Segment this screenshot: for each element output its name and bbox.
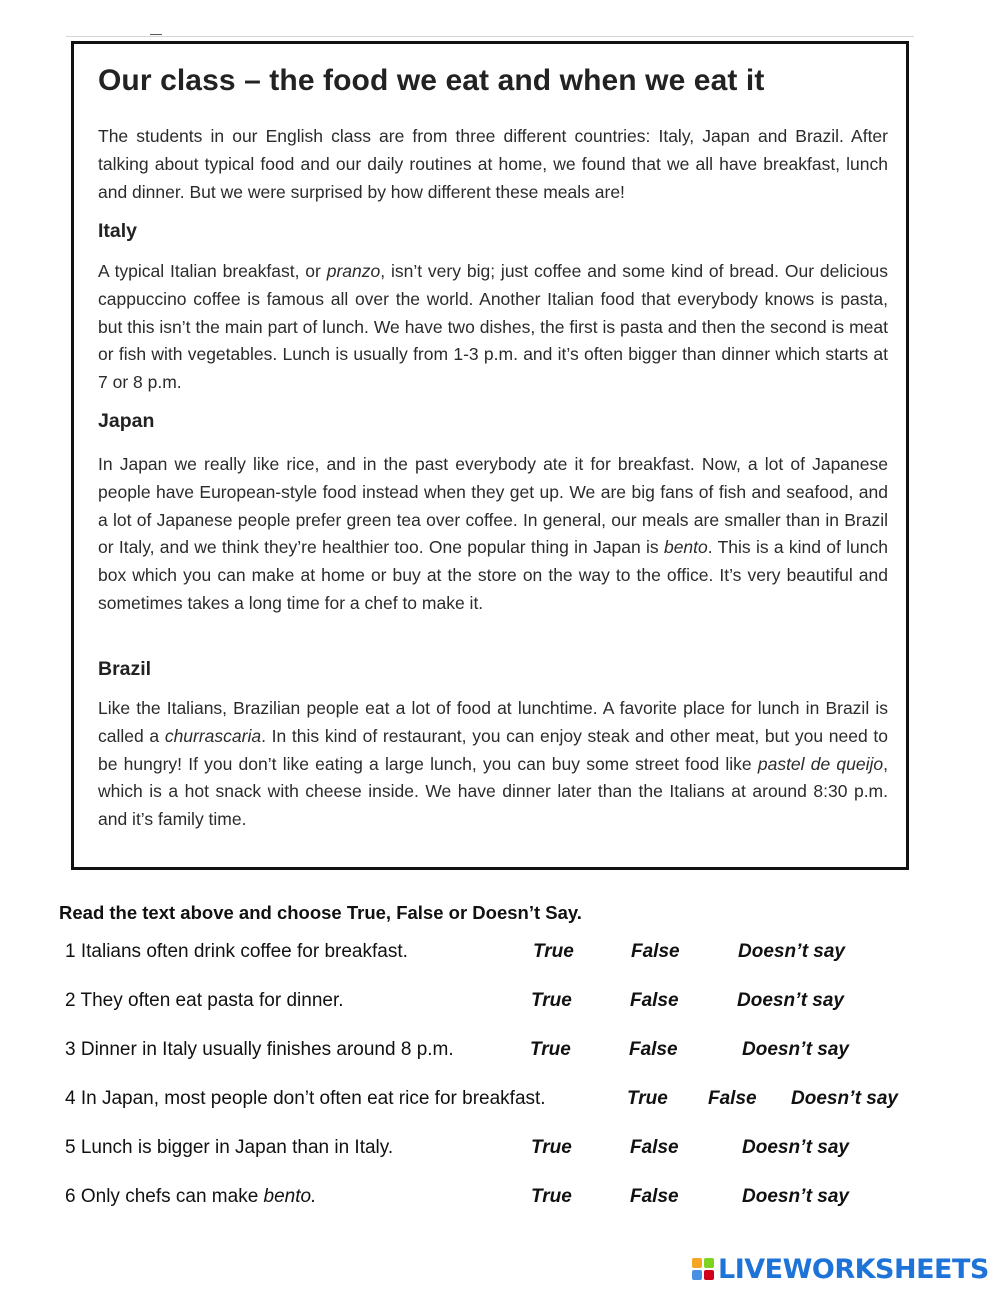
option-doesnt-say[interactable]: Doesn’t say (742, 1186, 849, 1207)
reading-text-box (71, 41, 909, 870)
italic-term: pastel de queijo (757, 753, 884, 774)
option-false[interactable]: False (629, 1039, 678, 1060)
question-row-1 (0, 937, 1000, 967)
japan-paragraph: In Japan we really like rice, and in the past everybody ate it for breakfast. Now, a lot of Japanese people have European-style food instead when they get up. We are big fans of fish and seafood, and a lot of Japanese people prefer green tea over coffee. In general, our meals are smaller than in Brazil or Italy, and we think they’re healthier too. One popular thing in Japan is bento. This is a kind of lunch box which you can make at home or buy at the store on the way to the office. It’s very beautiful and sometimes takes a long time for a chef to make it. (98, 454, 888, 613)
top-divider (66, 36, 914, 37)
intro-paragraph: The students in our English class are from three different countries: Italy, Japan and Brazil. After talking about typical food and our daily routines at home, we found that we all have breakfast, lunch and dinner. But we were surprised by how different these meals are! (98, 126, 888, 202)
italic-term: pranzo (326, 261, 381, 281)
question-text: 5 Lunch is bigger in Japan than in Italy. (65, 1137, 394, 1158)
section-heading-japan: Japan (98, 410, 155, 432)
question-row-3 (0, 1035, 1000, 1065)
option-false[interactable]: False (630, 1186, 679, 1207)
option-true[interactable]: True (531, 990, 572, 1011)
liveworksheets-logo (692, 1252, 989, 1286)
italic-term: bento. (263, 1186, 317, 1207)
option-false[interactable]: False (631, 941, 680, 962)
option-doesnt-say[interactable]: Doesn’t say (738, 941, 845, 962)
question-text: 3 Dinner in Italy usually finishes around 8 p.m. (65, 1039, 454, 1060)
section-heading-italy: Italy (98, 220, 138, 242)
option-doesnt-say[interactable]: Doesn’t say (737, 990, 844, 1011)
option-true[interactable]: True (627, 1088, 668, 1109)
italic-term: bento (663, 537, 708, 558)
logo-square (692, 1270, 702, 1280)
option-false[interactable]: False (630, 990, 679, 1011)
question-text: 6 Only chefs can make bento. (65, 1186, 317, 1207)
question-row-2 (0, 986, 1000, 1016)
option-false[interactable]: False (708, 1088, 757, 1109)
section-heading-brazil: Brazil (98, 658, 152, 680)
option-true[interactable]: True (531, 1186, 572, 1207)
italic-term: churrascaria (164, 725, 262, 746)
top-tick-mark (150, 34, 162, 35)
option-doesnt-say[interactable]: Doesn’t say (791, 1088, 898, 1109)
option-doesnt-say[interactable]: Doesn’t say (742, 1137, 849, 1158)
brazil-paragraph: Like the Italians, Brazilian people eat a lot of food at lunchtime. A favorite place for lunch in Brazil is called a churrascaria. In this kind of restaurant, you can enjoy steak and other meat, but you need to be hungry! If you don’t like eating a large lunch, you can buy some street food like pastel de queijo, which is a hot snack with cheese inside. We have dinner later than the Italians at around 8:30 p.m. and it’s family time. (98, 698, 888, 830)
question-text: 2 They often eat pasta for dinner. (65, 990, 344, 1011)
logo-square (704, 1270, 714, 1280)
reading-title: Our class – the food we eat and when we eat it (98, 64, 765, 97)
option-false[interactable]: False (630, 1137, 679, 1158)
option-true[interactable]: True (533, 941, 574, 962)
option-doesnt-say[interactable]: Doesn’t say (742, 1039, 849, 1060)
question-row-6 (0, 1182, 1000, 1212)
logo-square (704, 1258, 714, 1268)
option-true[interactable]: True (530, 1039, 571, 1060)
logo-grid-icon (692, 1258, 714, 1280)
logo-text: LIVEWORKSHEETS (718, 1253, 989, 1285)
question-text: 4 In Japan, most people don’t often eat rice for breakfast. (65, 1088, 546, 1109)
question-row-5 (0, 1133, 1000, 1163)
question-text: 1 Italians often drink coffee for breakfast. (65, 941, 408, 962)
exercise-instructions: Read the text above and choose True, False or Doesn’t Say. (59, 902, 582, 923)
logo-square (692, 1258, 702, 1268)
italy-paragraph: A typical Italian breakfast, or pranzo, isn’t very big; just coffee and some kind of bread. Our delicious cappuccino coffee is famous all over the world. Another Italian food that everybody knows is pasta, but this isn’t the main part of lunch. We have two dishes, the first is pasta and then the second is meat or fish with vegetables. Lunch is usually from 1-3 p.m. and it’s often bigger than dinner which starts at 7 or 8 p.m. (98, 261, 888, 393)
question-row-4 (0, 1084, 1000, 1114)
option-true[interactable]: True (531, 1137, 572, 1158)
